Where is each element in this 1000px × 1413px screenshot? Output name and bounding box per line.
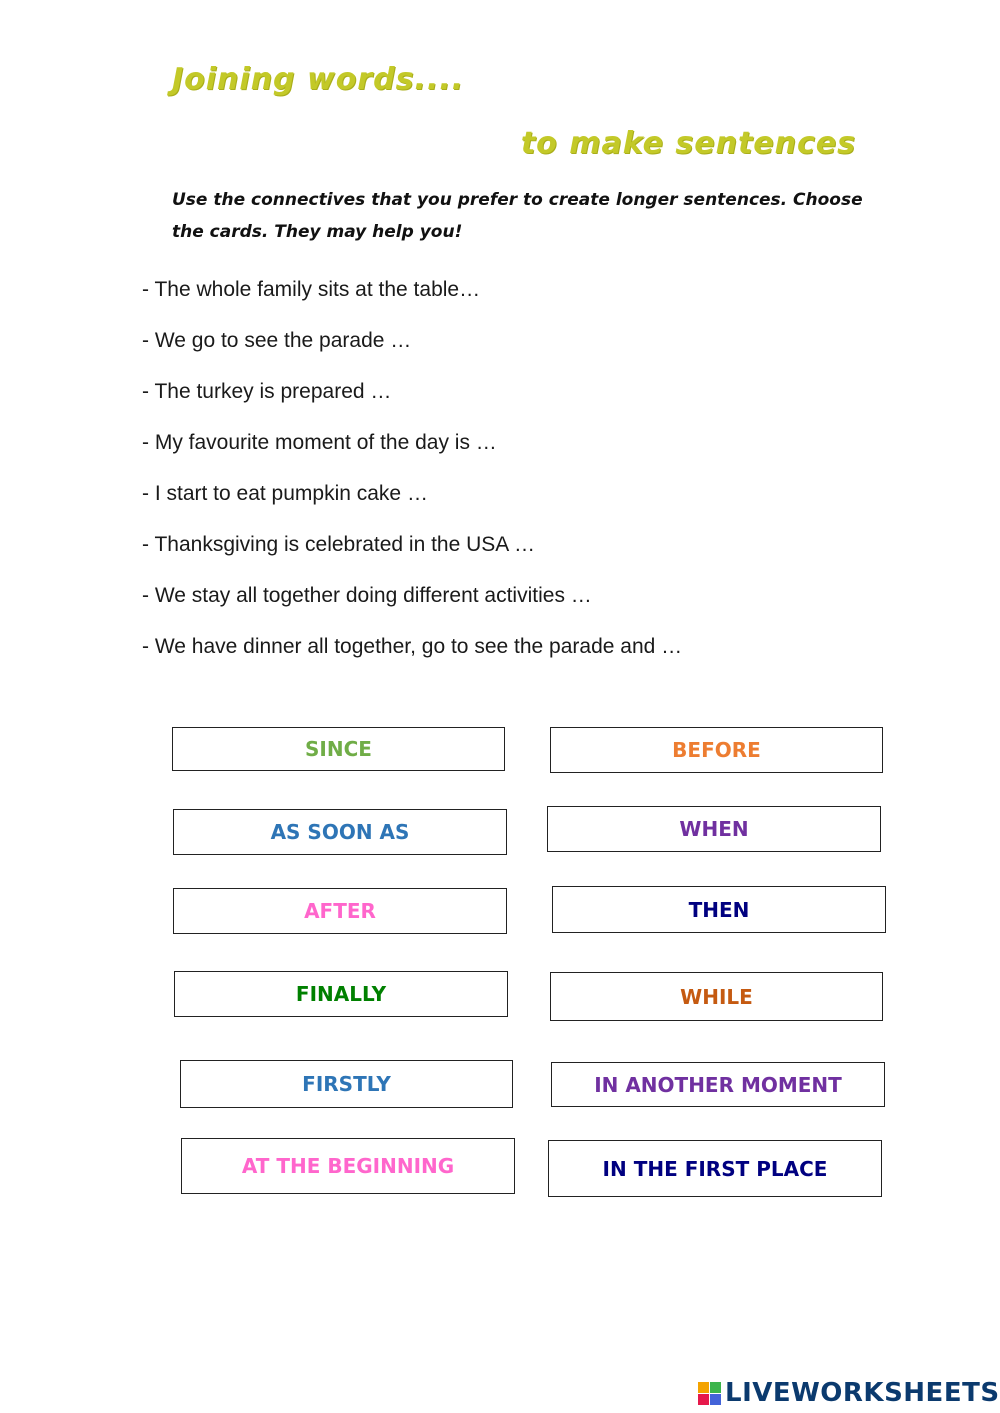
title-line-2: to make sentences xyxy=(520,126,856,161)
sentence-item: - The turkey is prepared … xyxy=(142,380,392,403)
sentence-item: - We stay all together doing different activities … xyxy=(142,584,592,607)
watermark xyxy=(698,1378,1000,1408)
sentence-item: - Thanksgiving is celebrated in the USA … xyxy=(142,533,535,556)
card-at-the-beginning[interactable]: AT THE BEGINNING xyxy=(181,1138,515,1194)
sentence-item: - We go to see the parade … xyxy=(142,329,412,352)
card-in-the-first-place[interactable]: IN THE FIRST PLACE xyxy=(548,1140,882,1197)
card-firstly[interactable]: FIRSTLY xyxy=(180,1060,513,1108)
watermark-text: LIVEWORKSHEETS xyxy=(725,1378,1000,1408)
sentence-list xyxy=(142,272,682,680)
card-before[interactable]: BEFORE xyxy=(550,727,883,773)
card-since[interactable]: SINCE xyxy=(172,727,505,771)
sentence-item: - The whole family sits at the table… xyxy=(142,278,481,301)
card-then[interactable]: THEN xyxy=(552,886,886,933)
card-in-another-moment[interactable]: IN ANOTHER MOMENT xyxy=(551,1062,885,1107)
liveworksheets-logo-icon xyxy=(698,1382,721,1405)
card-while[interactable]: WHILE xyxy=(550,972,883,1021)
title-line-1: Joining words.... xyxy=(172,62,465,97)
card-finally[interactable]: FINALLY xyxy=(174,971,508,1017)
card-after[interactable]: AFTER xyxy=(173,888,507,934)
sentence-item: - I start to eat pumpkin cake … xyxy=(142,482,428,505)
instructions: Use the connectives that you prefer to create longer sentences. Choose the cards. They may help you! xyxy=(172,190,863,242)
sentence-item: - We have dinner all together, go to see the parade and … xyxy=(142,635,683,658)
card-as-soon-as[interactable]: AS SOON AS xyxy=(173,809,507,855)
card-when[interactable]: WHEN xyxy=(547,806,881,852)
sentence-item: - My favourite moment of the day is … xyxy=(142,431,497,454)
